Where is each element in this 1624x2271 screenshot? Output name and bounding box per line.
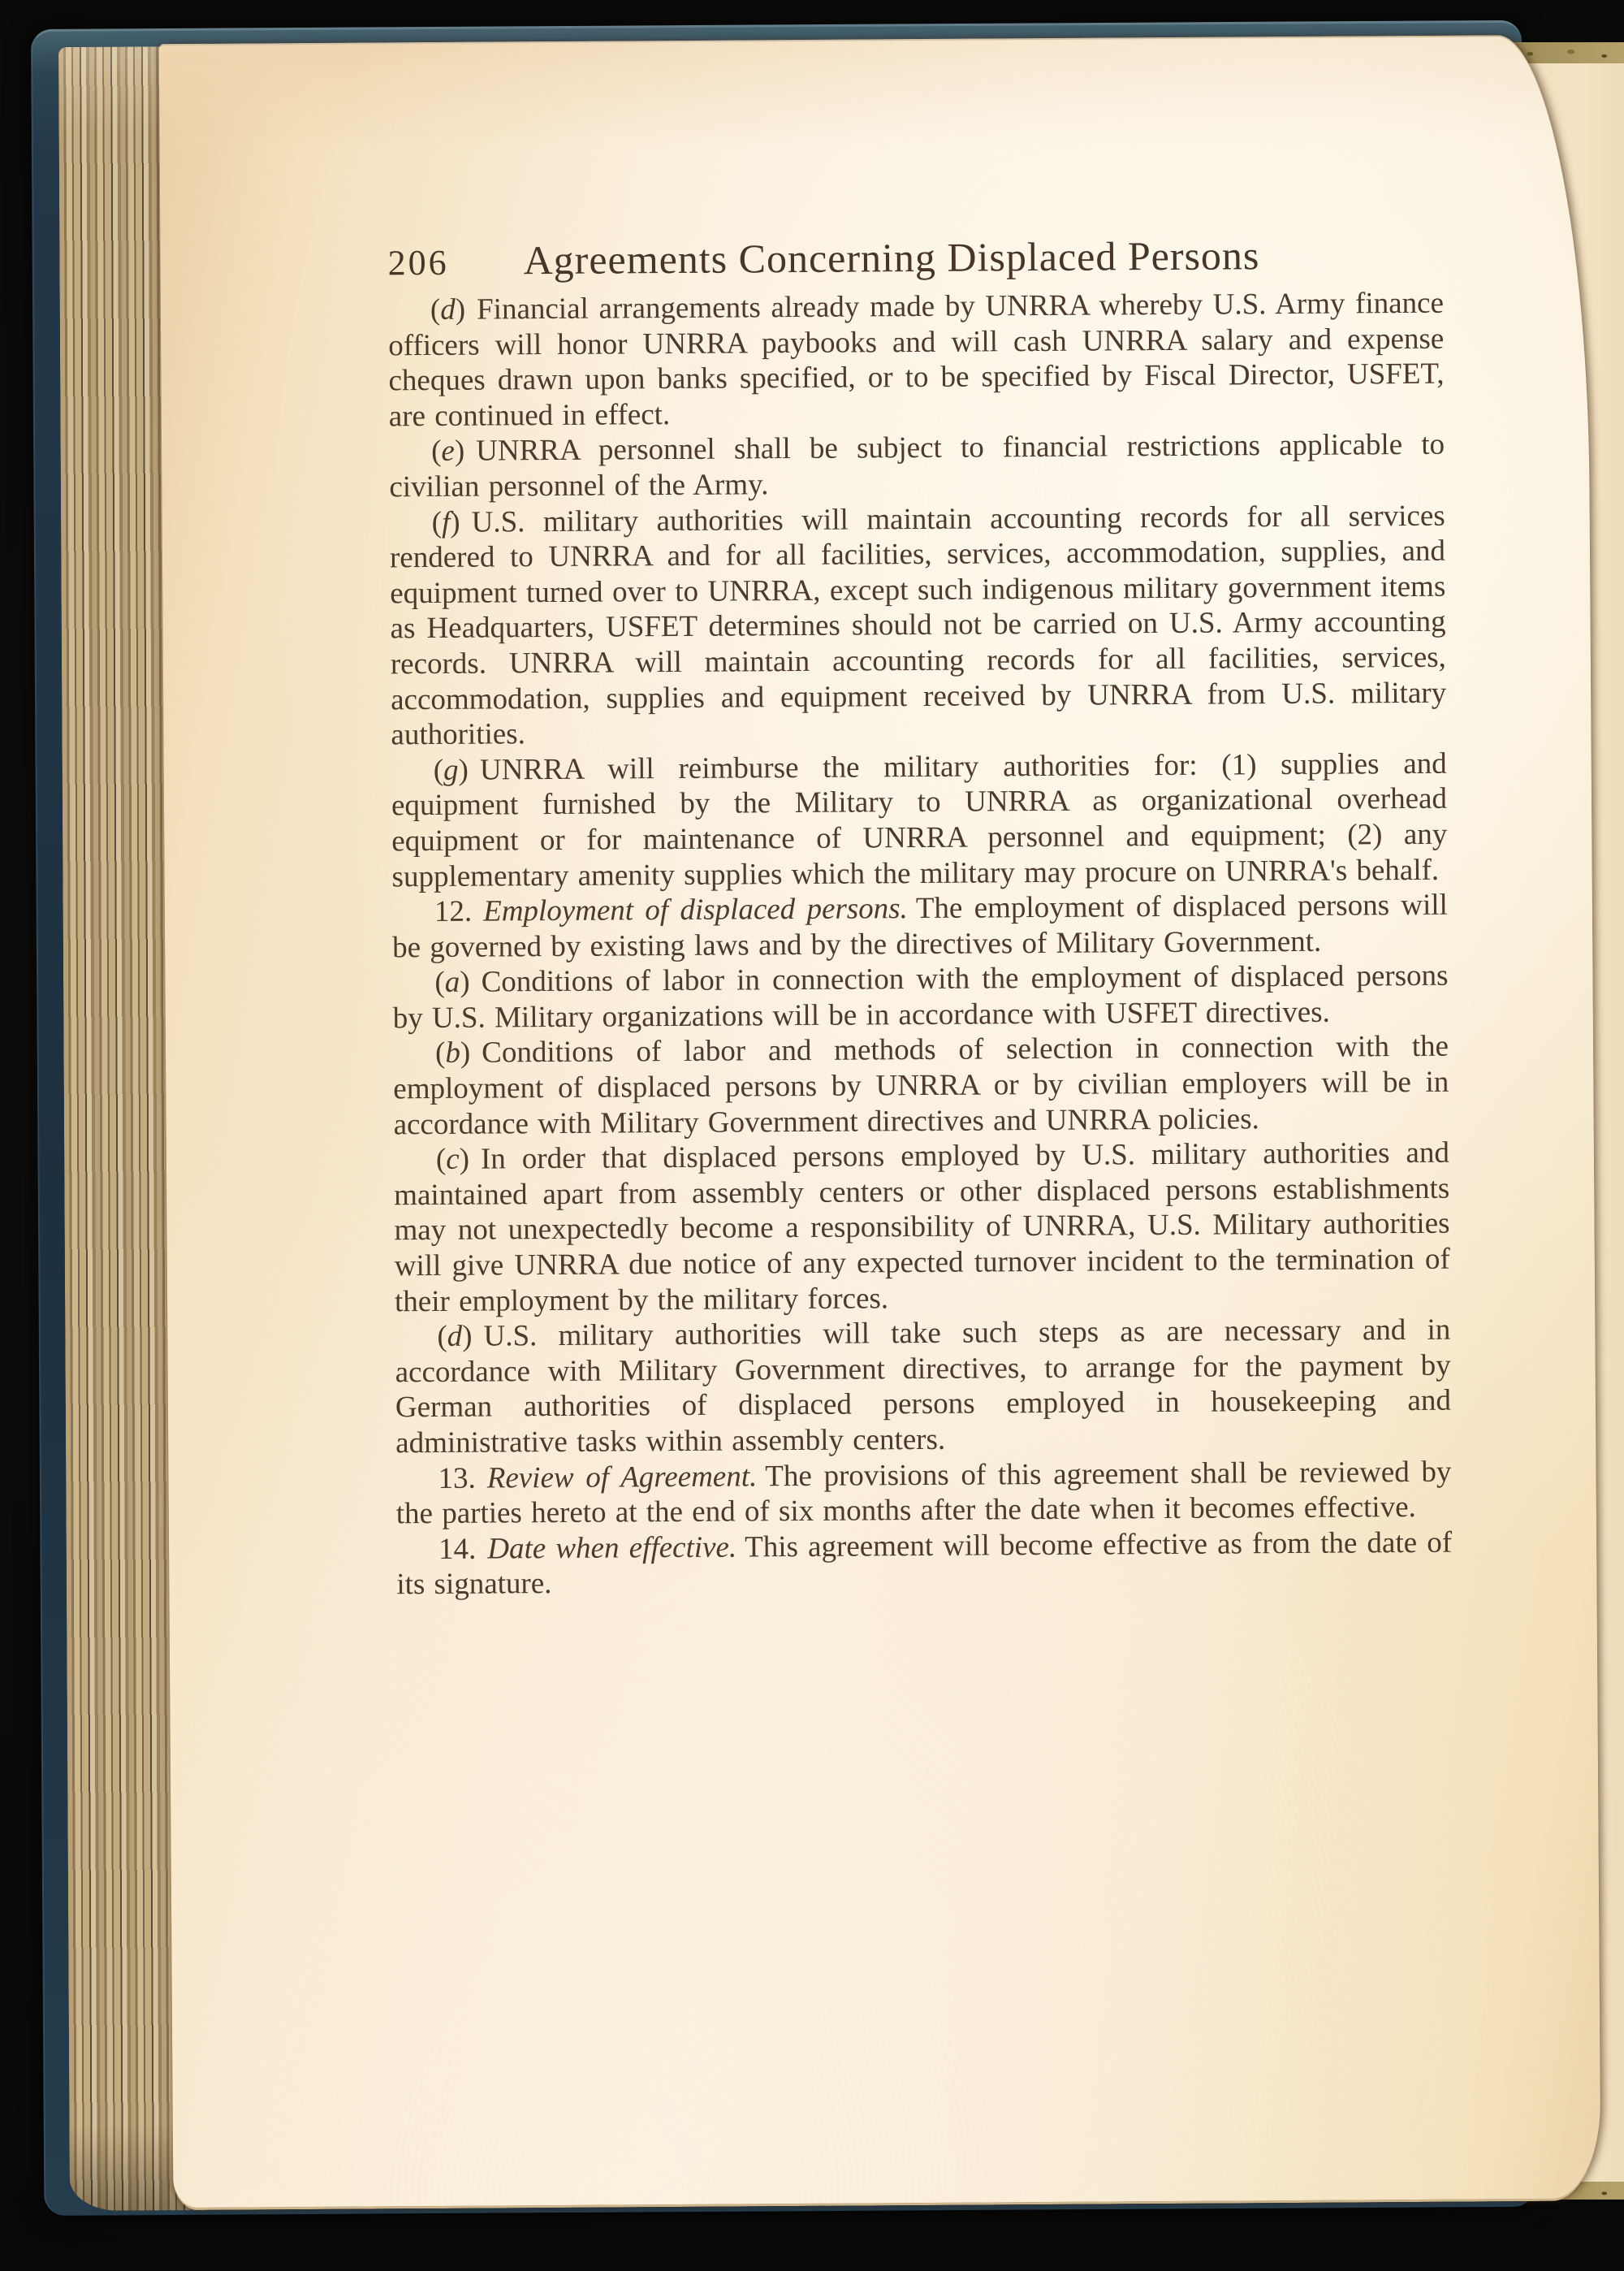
paragraph-title: Employment of displaced persons. <box>483 892 909 928</box>
paragraph-label: (a) <box>434 965 470 1000</box>
paragraph: 12. Employment of displaced persons. The employment of displaced persons will be governed by existing laws and by the directives of Military Government. <box>392 888 1449 965</box>
paragraph: 14. Date when effective. This agreement will become effective as from the date of its signature. <box>396 1525 1453 1602</box>
running-title: Agreements Concerning Displaced Persons <box>523 232 1260 283</box>
paragraph-label: 14. <box>438 1532 477 1566</box>
page-number: 206 <box>387 242 449 283</box>
paragraph: (b) Conditions of labor and methods of selection in connection with the employment of displaced persons by UNRRA or by civilian employers will be in accordance with Military Government directives and UNRRA policies. <box>393 1030 1449 1141</box>
paragraph-label: 13. <box>438 1461 476 1495</box>
paragraph-label: (d) <box>430 292 466 327</box>
paragraph-label: (e) <box>431 435 465 469</box>
paragraph: 13. Review of Agreement. The provisions of this agreement shall be reviewed by the parties hereto at the end of six months after the date when it becomes effective. <box>395 1455 1452 1531</box>
paragraph-title: Date when effective. <box>487 1530 737 1566</box>
paragraph-label: (g) <box>433 753 469 787</box>
paragraph: (f) U.S. military authorities will maintain accounting records for all services rendered to UNRRA and for all facilities, services, accommodation, supplies, and equipment turned over to UNRRA, except such indigenous military government items as Headquarters, USFET determines should not be carried on U.S. Army accounting records. UNRRA will maintain accounting records for all facilities, services, accommodation, supplies and equipment received by UNRRA from U.S. military authorities. <box>389 499 1447 752</box>
paragraph-label: 12. <box>434 894 473 929</box>
page-body-text <box>388 286 1453 1603</box>
paragraph: (a) Conditions of labor in connection with the employment of displaced persons by U.S. Military organizations will be in accordance with USFET directives. <box>392 958 1449 1036</box>
paragraph: (d) Financial arrangements already made by UNRRA whereby U.S. Army finance officers will honor UNRRA paybooks and will cash UNRRA salary and expense cheques drawn upon banks specified, or to be specified by Fiscal Director, USFET, are continued in effect. <box>388 286 1445 434</box>
paragraph: (c) In order that displaced persons employed by U.S. military authorities and maintained apart from assembly centers or other displaced persons establishments may not unexpectedly become a responsibility of UNRRA, U.S. Military authorities will give UNRRA due notice of any expected turnover incident to the termination of their employment by the military forces. <box>394 1136 1450 1318</box>
book-page <box>159 35 1601 2211</box>
running-head <box>387 231 1443 285</box>
paragraph: (d) U.S. military authorities will take such steps as are necessary and in accordance with Military Government directives, to arrange for the payment by German authorities of displaced persons employed in housekeeping and administrative tasks within assembly centers. <box>395 1313 1452 1460</box>
paragraph-title: Review of Agreement. <box>486 1459 758 1495</box>
paragraph-label: (f) <box>431 505 460 539</box>
paragraph-label: (d) <box>437 1319 473 1354</box>
paragraph: (g) UNRRA will reimburse the military authorities for: (1) supplies and equipment furnished by the Military to UNRRA as organizational overhead equipment or for maintenance of UNRRA personnel and equipment; (2) any supplementary amenity supplies which the military may procure on UNRRA's behalf. <box>391 746 1448 893</box>
paragraph-label: (b) <box>434 1036 471 1071</box>
paragraph: (e) UNRRA personnel shall be subject to financial restrictions applicable to civilian personnel of the Army. <box>389 428 1445 504</box>
paragraph-label: (c) <box>435 1142 470 1177</box>
